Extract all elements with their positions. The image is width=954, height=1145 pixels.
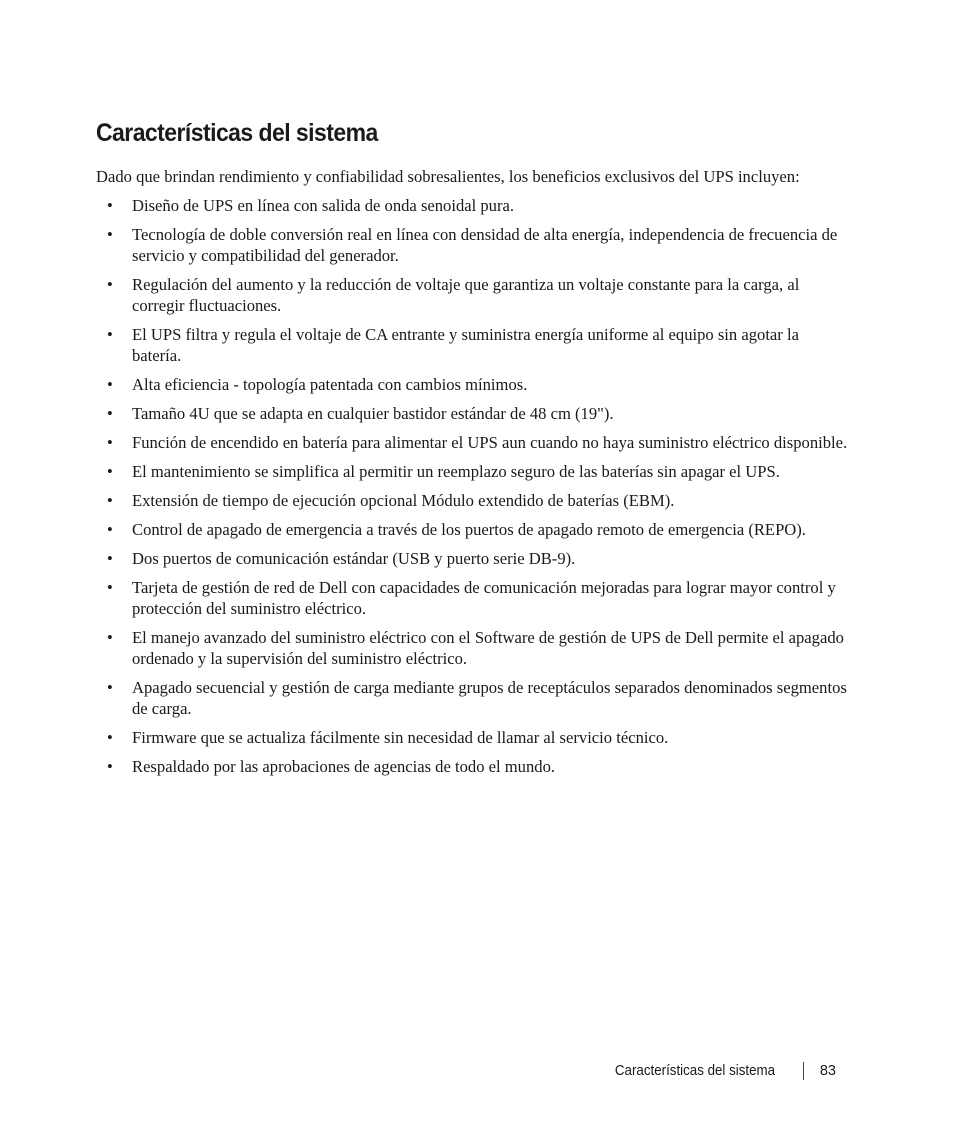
list-item: [96, 461, 851, 482]
intro-paragraph: Dado que brindan rendimiento y confiabilidad sobresalientes, los beneficios exclusivos del UPS incluyen:: [96, 167, 800, 186]
list-item-text: El UPS filtra y regula el voltaje de CA entrante y suministra energía uniforme al equipo sin agotar la batería.: [132, 325, 799, 365]
footer-running-title: Características del sistema: [614, 1063, 775, 1079]
list-item-text: El manejo avanzado del suministro eléctrico con el Software de gestión de UPS de Dell permite el apagado ordenado y la supervisión del suministro eléctrico.: [132, 628, 844, 668]
page-footer: [601, 1062, 836, 1080]
list-item-text: Alta eficiencia - topología patentada con cambios mínimos.: [132, 375, 528, 394]
bullet-icon: •: [107, 375, 113, 394]
list-item: [96, 274, 851, 316]
document-page: [96, 118, 851, 785]
bullet-icon: •: [107, 728, 113, 747]
list-item-text: Regulación del aumento y la reducción de voltaje que garantiza un voltaje constante para la carga, al corregir fluctuaciones.: [132, 275, 800, 315]
list-item: [96, 727, 851, 748]
list-item: [96, 432, 851, 453]
bullet-icon: •: [107, 225, 113, 244]
list-item: [96, 224, 851, 266]
list-item: [96, 677, 851, 719]
list-item: [96, 577, 851, 619]
list-item-text: Diseño de UPS en línea con salida de onda senoidal pura.: [132, 196, 515, 215]
page-number: 83: [819, 1063, 836, 1079]
list-item: [96, 490, 851, 511]
list-item-text: Apagado secuencial y gestión de carga mediante grupos de receptáculos separados denominados segmentos de carga.: [132, 678, 847, 718]
bullet-icon: •: [107, 433, 113, 452]
list-item-text: Tarjeta de gestión de red de Dell con capacidades de comunicación mejoradas para lograr mayor control y protección del suministro eléctrico.: [132, 578, 836, 618]
bullet-icon: •: [107, 549, 113, 568]
bullet-icon: •: [107, 462, 113, 481]
list-item-text: Función de encendido en batería para alimentar el UPS aun cuando no haya suministro eléctrico disponible.: [132, 433, 848, 452]
list-item-text: Tamaño 4U que se adapta en cualquier bastidor estándar de 48 cm (19").: [132, 404, 614, 423]
list-item-text: Extensión de tiempo de ejecución opcional Módulo extendido de baterías (EBM).: [132, 491, 675, 510]
list-item: [96, 548, 851, 569]
section-title: Características del sistema: [96, 119, 378, 147]
bullet-icon: •: [107, 404, 113, 423]
list-item-text: Tecnología de doble conversión real en línea con densidad de alta energía, independencia de frecuencia de servicio y compatibilidad del generador.: [132, 225, 838, 265]
list-item: [96, 374, 851, 395]
bullet-icon: •: [107, 757, 113, 776]
bullet-icon: •: [107, 678, 113, 697]
list-item: [96, 403, 851, 424]
list-item-text: Respaldado por las aprobaciones de agencias de todo el mundo.: [132, 757, 556, 776]
list-item: [96, 756, 851, 777]
list-item: [96, 627, 851, 669]
bullet-icon: •: [107, 520, 113, 539]
bullet-icon: •: [107, 275, 113, 294]
bullet-icon: •: [107, 578, 113, 597]
bullet-icon: •: [107, 196, 113, 215]
list-item-text: Dos puertos de comunicación estándar (USB y puerto serie DB-9).: [132, 549, 576, 568]
list-item-text: El mantenimiento se simplifica al permitir un reemplazo seguro de las baterías sin apagar el UPS.: [132, 462, 780, 481]
footer-separator: [803, 1062, 804, 1080]
feature-list: [96, 195, 851, 777]
list-item-text: Firmware que se actualiza fácilmente sin necesidad de llamar al servicio técnico.: [132, 728, 669, 747]
list-item: [96, 195, 851, 216]
list-item: [96, 519, 851, 540]
bullet-icon: •: [107, 491, 113, 510]
list-item-text: Control de apagado de emergencia a través de los puertos de apagado remoto de emergencia (REPO).: [132, 520, 806, 539]
bullet-icon: •: [107, 325, 113, 344]
list-item: [96, 324, 851, 366]
bullet-icon: •: [107, 628, 113, 647]
